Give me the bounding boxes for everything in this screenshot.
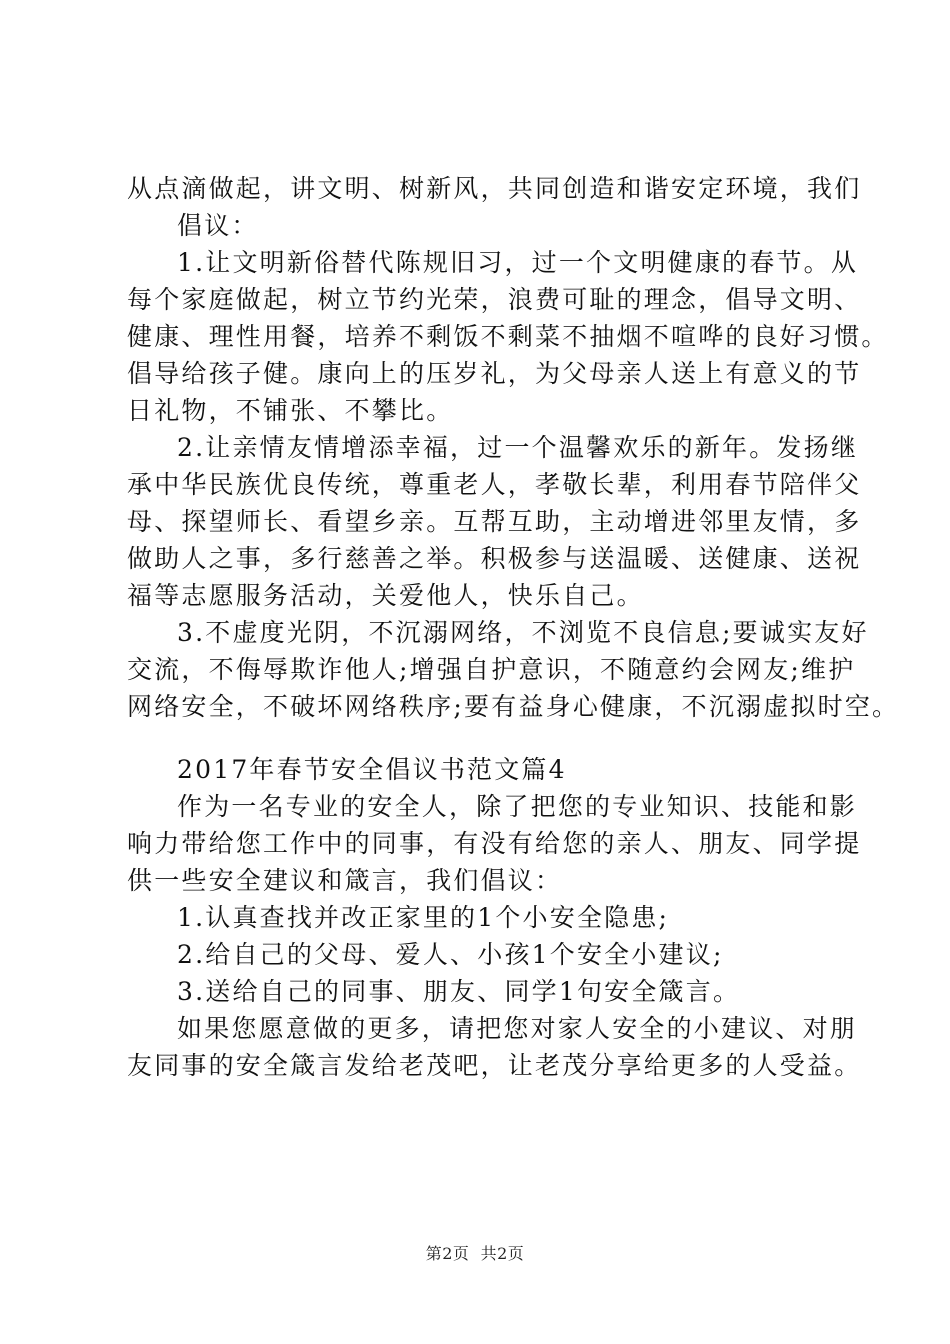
text-line: 倡导给孩子健。康向上的压岁礼，为父母亲人送上有意义的节	[127, 359, 862, 388]
text-line: 1.让文明新俗替代陈规旧习，过一个文明健康的春节。从	[177, 248, 859, 277]
text-line: 福等志愿服务活动，关爱他人，快乐自己。	[127, 581, 644, 610]
page-footer	[0, 1244, 950, 1264]
paragraph-gap	[127, 725, 857, 751]
list-item: 2.给自己的父母、爱人、小孩1个安全小建议;	[177, 940, 724, 969]
page-total: 共2页	[480, 1244, 525, 1263]
text-line: 响力带给您工作中的同事，有没有给您的亲人、朋友、同学提	[127, 829, 862, 858]
page-number: 第2页	[425, 1244, 470, 1263]
text-line: 3.不虚度光阴，不沉溺网络，不浏览不良信息;要诚实友好	[177, 618, 869, 647]
text-line: 每个家庭做起，树立节约光荣，浪费可耻的理念，倡导文明、	[127, 285, 862, 314]
list-item: 1.认真查找并改正家里的1个小安全隐患;	[177, 903, 670, 932]
text-line: 从点滴做起，讲文明、树新风，共同创造和谐安定环境，我们	[127, 174, 862, 203]
text-line: 交流，不侮辱欺诈他人;增强自护意识，不随意约会网友;维护	[127, 655, 856, 684]
text-line: 网络安全，不破坏网络秩序;要有益身心健康，不沉溺虚拟时空。	[127, 692, 900, 721]
text-line: 供一些安全建议和箴言，我们倡议：	[127, 866, 563, 895]
text-line: 2.让亲情友情增添幸福，过一个温馨欢乐的新年。发扬继	[177, 433, 859, 462]
text-line: 友同事的安全箴言发给老茂吧，让老茂分享给更多的人受益。	[127, 1051, 862, 1080]
section-heading: 2017年春节安全倡议书范文篇4	[177, 755, 567, 784]
text-line: 日礼物，不铺张、不攀比。	[127, 396, 454, 425]
text-line: 做助人之事，多行慈善之举。积极参与送温暖、送健康、送祝	[127, 544, 862, 573]
document-body	[127, 170, 900, 1084]
text-line: 母、探望师长、看望乡亲。互帮互助，主动增进邻里友情，多	[127, 507, 862, 536]
text-line: 承中华民族优良传统，尊重老人，孝敬长辈，利用春节陪伴父	[127, 470, 862, 499]
text-line: 如果您愿意做的更多，请把您对家人安全的小建议、对朋	[177, 1014, 858, 1043]
text-line: 作为一名专业的安全人，除了把您的专业知识、技能和影	[177, 792, 858, 821]
text-line: 健康、理性用餐，培养不剩饭不剩菜不抽烟不喧哗的良好习惯。	[127, 322, 889, 351]
list-item: 3.送给自己的同事、朋友、同学1句安全箴言。	[177, 977, 741, 1006]
text-line: 倡议：	[177, 211, 259, 240]
